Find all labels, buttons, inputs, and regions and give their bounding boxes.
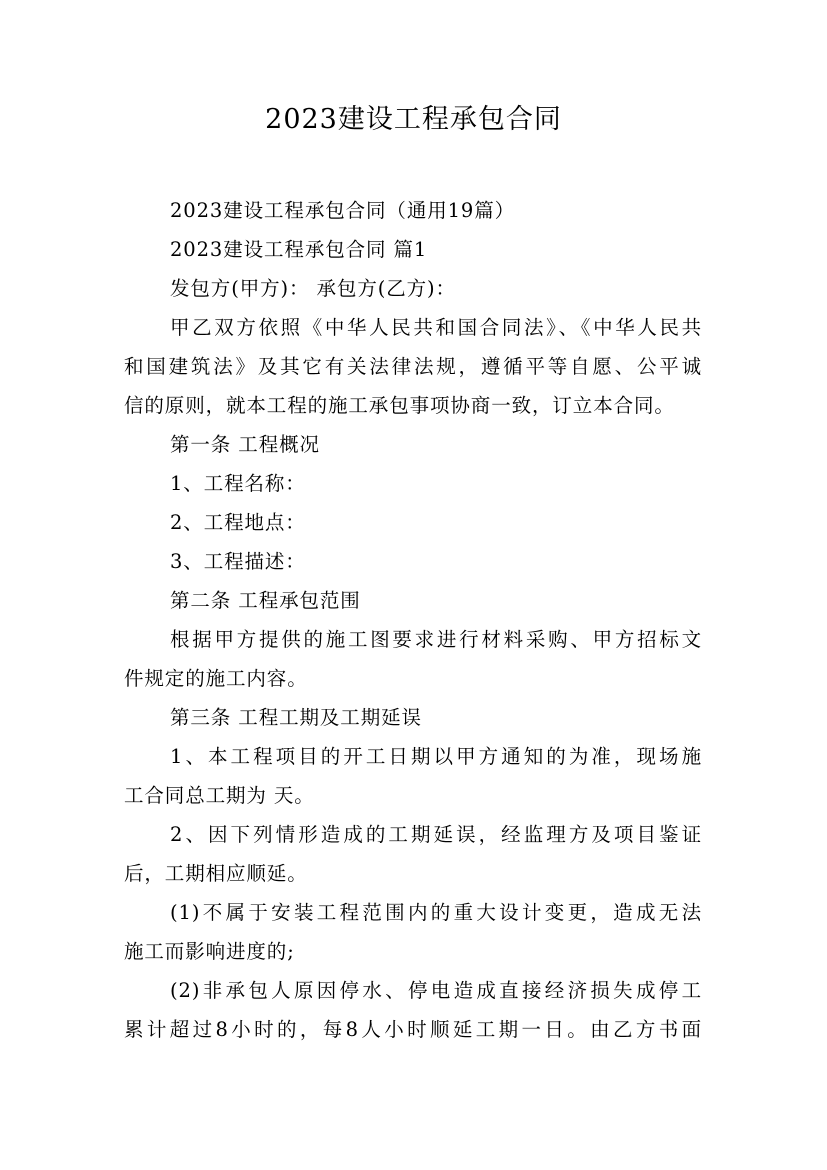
paragraph-line: 工合同总工期为 天。 [124, 784, 315, 807]
subtitle-line: 2023建设工程承包合同（通用19篇） [170, 199, 516, 222]
article-heading: 第二条 工程承包范围 [170, 589, 361, 612]
paragraph-line: 施工而影响进度的; [124, 940, 295, 963]
paragraph-line: (1)不属于安装工程范围内的重大设计变更，造成无法 [170, 901, 702, 924]
article-heading: 第三条 工程工期及工期延误 [170, 706, 422, 729]
paragraph-line: 根据甲方提供的施工图要求进行材料采购、甲方招标文 [170, 628, 702, 651]
paragraph-line: 信的原则，就本工程的施工承包事项协商一致，订立本合同。 [124, 394, 675, 417]
list-item: 3、工程描述： [170, 550, 306, 573]
list-item: 2、工程地点： [170, 511, 306, 534]
paragraph-line: 件规定的施工内容。 [124, 667, 308, 690]
list-item: 1、工程名称： [170, 472, 306, 495]
paragraph-line: 累计超过8小时的，每8人小时顺延工期一日。由乙方书面 [124, 1018, 702, 1041]
document-title: 2023建设工程承包合同 [265, 104, 562, 135]
paragraph-line: 甲乙双方依照《中华人民共和国合同法》、《中华人民共 [170, 316, 702, 339]
section-heading-line: 2023建设工程承包合同 篇1 [170, 238, 428, 261]
article-heading: 第一条 工程概况 [170, 433, 320, 456]
paragraph-line: 2、因下列情形造成的工期延误，经监理方及项目鉴证 [170, 823, 702, 846]
parties-line: 发包方(甲方)： 承包方(乙方)： [170, 277, 456, 300]
paragraph-line: 1、本工程项目的开工日期以甲方通知的为准，现场施 [170, 745, 702, 768]
paragraph-line: 和国建筑法》及其它有关法律法规，遵循平等自愿、公平诚 [124, 355, 702, 378]
paragraph-line: (2)非承包人原因停水、停电造成直接经济损失成停工 [170, 979, 702, 1002]
paragraph-line: 后，工期相应顺延。 [124, 862, 308, 885]
